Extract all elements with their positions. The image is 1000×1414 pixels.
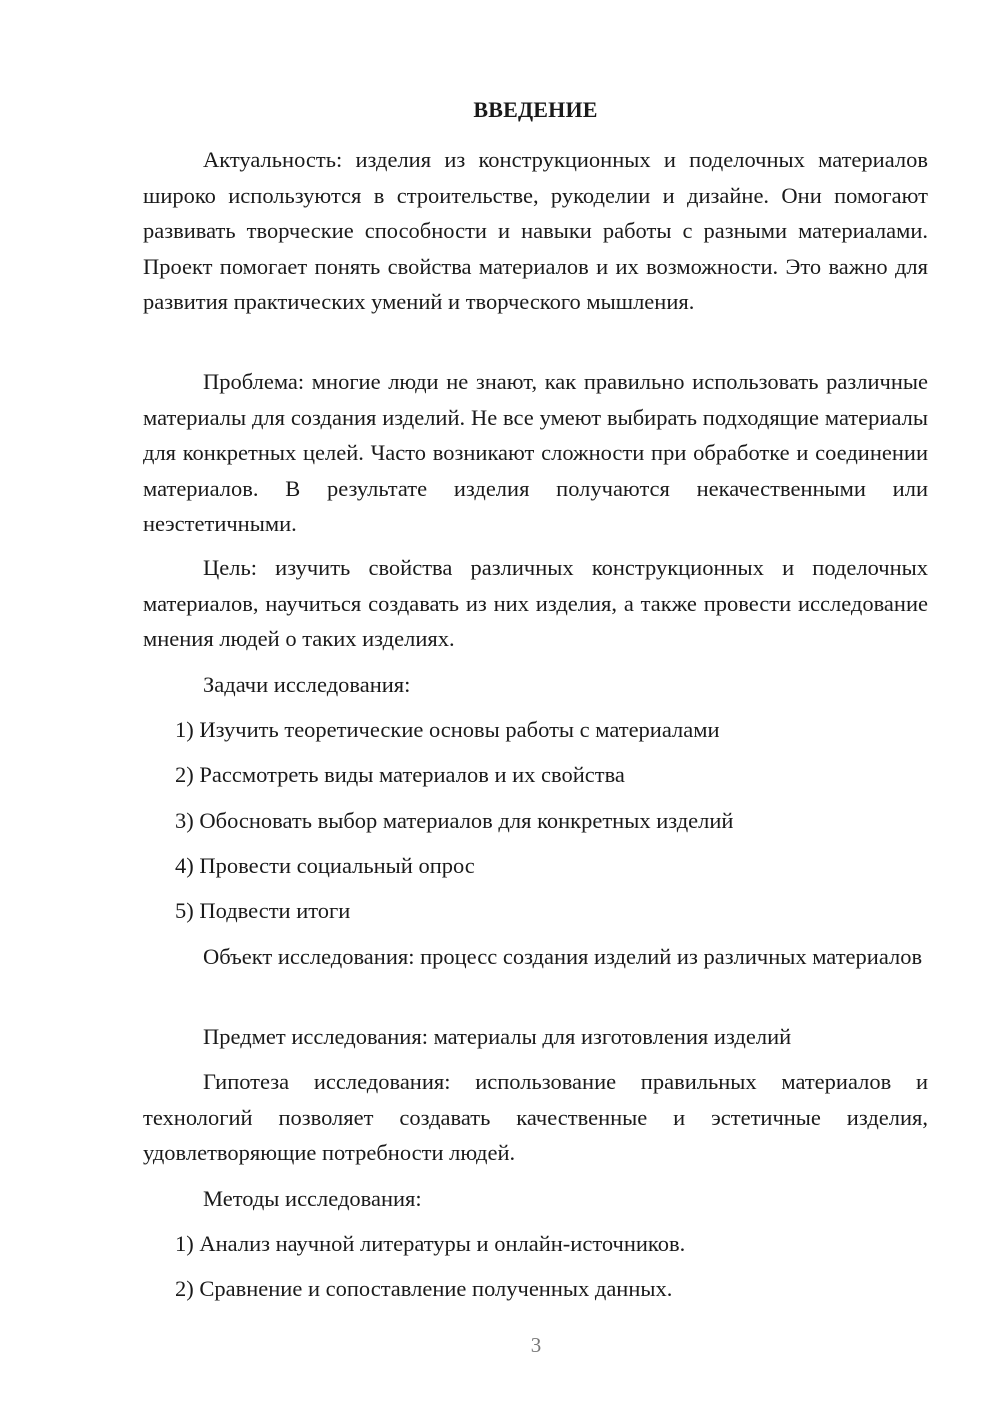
task-item-1: 1) Изучить теоретические основы работы с материалами [175, 717, 720, 742]
subject-paragraph: Предмет исследования: материалы для изготовления изделий [203, 1024, 792, 1049]
task-item-2: 2) Рассмотреть виды материалов и их свойства [175, 762, 625, 787]
task-item-3: 3) Обосновать выбор материалов для конкретных изделий [175, 808, 734, 833]
task-item-5: 5) Подвести итоги [175, 898, 351, 923]
methods-title: Методы исследования: [203, 1186, 422, 1211]
section-heading: ВВЕДЕНИЕ [473, 97, 598, 122]
task-item-4: 4) Провести социальный опрос [175, 853, 475, 878]
page-number: 3 [530, 1333, 542, 1357]
hypothesis-paragraph: Гипотеза исследования: использование правильных материалов и технологий позволяет создавать качественные и эстетичные изделия, удовлетворяющие потребности людей. [143, 1069, 928, 1165]
goal-paragraph: Цель: изучить свойства различных конструкционных и поделочных материалов, научиться создавать из них изделия, а также провести исследование мнения людей о таких изделиях. [143, 555, 928, 651]
problem-paragraph: Проблема: многие люди не знают, как правильно использовать различные материалы для создания изделий. Не все умеют выбирать подходящие материалы для конкретных целей. Часто возникают сложности при обработке и соединении материалов. В результате изделия получаются некачественными или неэстетичными. [143, 369, 928, 536]
object-paragraph: Объект исследования: процесс создания изделий из различных материалов [203, 944, 923, 969]
method-item-2: 2) Сравнение и сопоставление полученных данных. [175, 1276, 673, 1301]
tasks-title: Задачи исследования: [203, 672, 411, 697]
relevance-paragraph: Актуальность: изделия из конструкционных и поделочных материалов широко используются в строительстве, рукоделии и дизайне. Они помогают развивать творческие способности и навыки работы с разными материалами. Проект помогает понять свойства материалов и их возможности. Это важно для развития практических умений и творческого мышления. [143, 147, 928, 314]
method-item-1: 1) Анализ научной литературы и онлайн-источников. [175, 1231, 686, 1256]
